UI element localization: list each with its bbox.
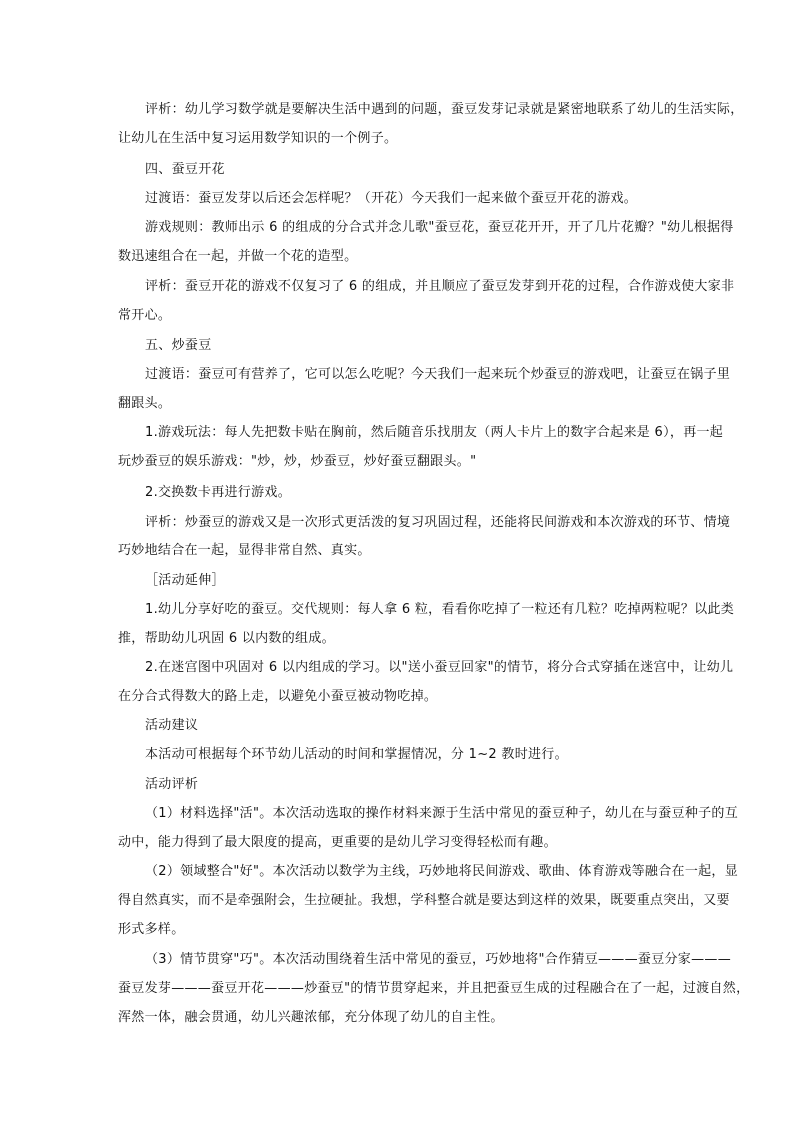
text-line: 1.游戏玩法：每人先把数卡贴在胸前，然后随音乐找朋友（两人卡片上的数字合起来是 6），再一起 [145, 425, 724, 440]
text-line: 1.幼儿分享好吃的蚕豆。交代规则：每人拿 6 粒，看看你吃掉了一粒还有几粒？吃掉两粒呢？以此类 [145, 602, 735, 617]
text-line: 动中，能力得到了最大限度的提高，更重要的是幼儿学习变得轻松而有趣。 [118, 835, 557, 850]
text-line: 本活动可根据每个环节幼儿活动的时间和掌握情况，分 1~2 教时进行。 [145, 747, 568, 762]
text-line: 过渡语：蚕豆可有营养了，它可以怎么吃呢？今天我们一起来玩个炒蚕豆的游戏吧，让蚕豆在锅子里 [145, 367, 731, 382]
section-heading: ［活动延伸］ [145, 573, 225, 588]
text-line: 让幼儿在生活中复习运用数学知识的一个例子。 [118, 131, 398, 146]
text-line: 游戏规则：教师出示 6 的组成的分合式并念儿歌"蚕豆花，蚕豆花开开，开了几片花瓣？"幼儿根据得 [145, 220, 734, 235]
text-line: 常开心。 [118, 308, 172, 323]
text-line: （1）材料选择"活"。本次活动选取的操作材料来源于生活中常见的蚕豆种子，幼儿在与蚕豆种子的互 [145, 806, 739, 821]
text-line: 在分合式得数大的路上走，以避免小蚕豆被动物吃掉。 [118, 689, 438, 704]
text-line: 蚕豆发芽———蚕豆开花———炒蚕豆"的情节贯穿起来，并且把蚕豆生成的过程融合在了一起，过渡自然， [118, 981, 750, 996]
text-line: 推，帮助幼儿巩固 6 以内数的组成。 [118, 631, 335, 646]
section-heading: 活动评析 [145, 777, 199, 792]
text-line: （2）领域整合"好"。本次活动以数学为主线，巧妙地将民间游戏、歌曲、体育游戏等融合在一起，显 [145, 864, 739, 879]
text-line: 浑然一体，融会贯通，幼儿兴趣浓郁，充分体现了幼儿的自主性。 [118, 1010, 504, 1025]
text-line: 数迅速组合在一起，并做一个花的造型。 [118, 249, 358, 264]
text-line: 过渡语：蚕豆发芽以后还会怎样呢？（开花）今天我们一起来做个蚕豆开花的游戏。 [145, 191, 638, 206]
text-line: 2.交换数卡再进行游戏。 [145, 485, 292, 500]
section-heading: 四、蚕豆开花 [145, 162, 225, 177]
section-heading: 五、炒蚕豆 [145, 338, 212, 353]
text-line: 评析：幼儿学习数学就是要解决生活中遇到的问题，蚕豆发芽记录就是紧密地联系了幼儿的生活实际， [145, 102, 744, 117]
text-line: 形式多样。 [118, 922, 185, 937]
text-line: 评析：蚕豆开花的游戏不仅复习了 6 的组成，并且顺应了蚕豆发芽到开花的过程，合作游戏使大家非 [145, 279, 735, 294]
text-line: 得自然真实，而不是牵强附会，生拉硬扯。我想，学科整合就是要达到这样的效果，既要重点突出，又要 [118, 893, 730, 908]
text-line: 翻跟头。 [118, 396, 172, 411]
text-line: 巧妙地结合在一起，显得非常自然、真实。 [118, 543, 371, 558]
section-heading: 活动建议 [145, 718, 199, 733]
text-line: （3）情节贯穿"巧"。本次活动围绕着生活中常见的蚕豆，巧妙地将"合作猜豆———蚕豆分家——— [145, 952, 732, 967]
text-line: 玩炒蚕豆的娱乐游戏："炒，炒，炒蚕豆，炒好蚕豆翻跟头。" [118, 454, 477, 469]
text-line: 2.在迷宫图中巩固对 6 以内组成的学习。以"送小蚕豆回家"的情节，将分合式穿插在迷宫中，让幼儿 [145, 660, 734, 675]
text-line: 评析：炒蚕豆的游戏又是一次形式更活泼的复习巩固过程，还能将民间游戏和本次游戏的环节、情境 [145, 515, 731, 530]
